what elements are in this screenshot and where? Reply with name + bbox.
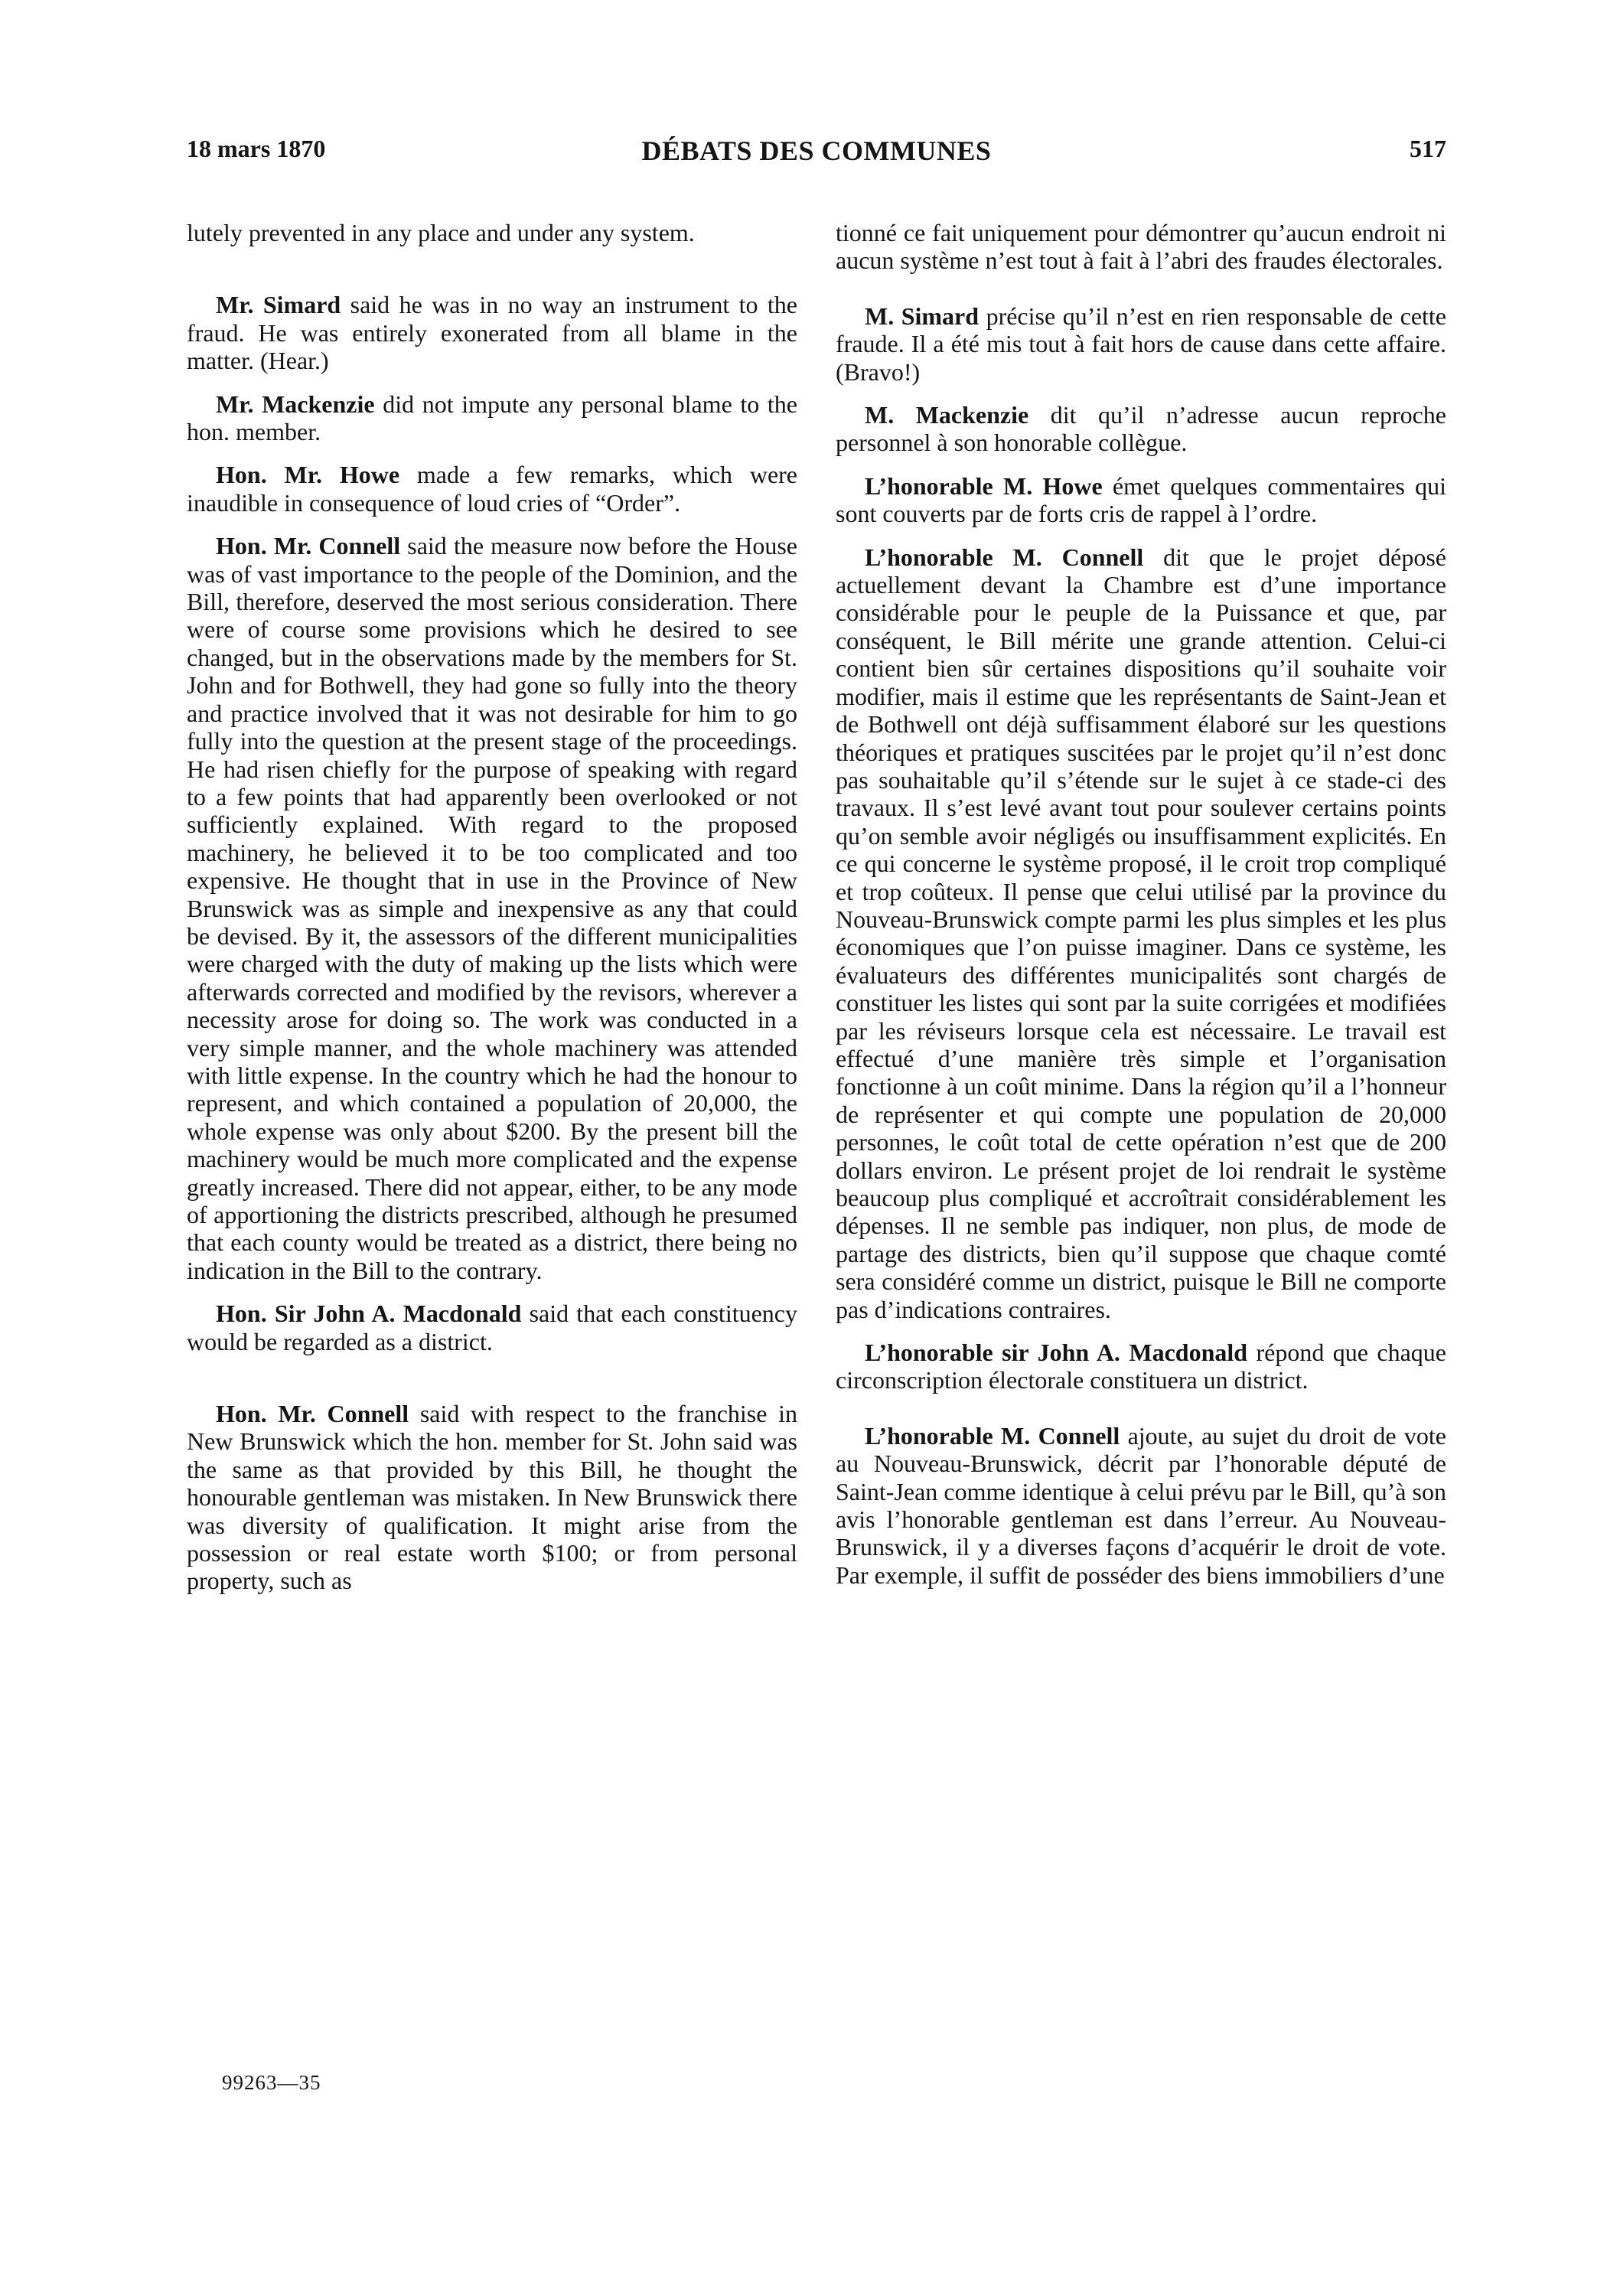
page-number: 517 bbox=[1410, 135, 1446, 162]
header-date: 18 mars 1870 bbox=[187, 135, 326, 162]
speech-text: said with respect to the franchise in New Brunswick which the hon. member for St. John said was the same as that provided by this Bill, he thought the honourable gentleman was mistaken. In New Brunswick there was diversity of qualification. It might arise from the possession or real estate worth $100; or from personal property, such as bbox=[187, 1400, 798, 1595]
speech-macdonald bbox=[836, 1339, 1446, 1394]
speech-text: said that each constituency would be regarded as a district. bbox=[187, 1300, 797, 1355]
speech-text: said he was in no way an instrument to the fraud. He was entirely exonerated from all blame in the matter. (Hear.) bbox=[187, 291, 798, 375]
speech-text: émet quelques commentaires qui sont couverts par de forts cris de rappel à l’ordre. bbox=[836, 471, 1447, 528]
speaker-name: Mr. Mackenzie bbox=[216, 390, 375, 418]
speech-simard bbox=[187, 291, 797, 374]
speech-text: dit qu’il n’adresse aucun reproche personnel à son honorable collègue. bbox=[836, 401, 1447, 457]
speaker-name: Hon. Mr. Connell bbox=[216, 1400, 409, 1428]
speaker-name: Hon. Sir John A. Macdonald bbox=[216, 1300, 522, 1328]
speaker-name: L’honorable M. Connell bbox=[865, 543, 1144, 571]
speech-mackenzie bbox=[187, 390, 797, 446]
speech-howe bbox=[187, 461, 797, 517]
speech-connell bbox=[187, 532, 797, 1284]
speech-macdonald bbox=[187, 1300, 797, 1355]
speech-mackenzie bbox=[836, 401, 1446, 457]
speech-text: répond que chaque circonscription électorale constituera un district. bbox=[836, 1339, 1447, 1394]
speech-howe bbox=[836, 472, 1446, 528]
header-title: DÉBATS DES COMMUNES bbox=[641, 135, 992, 166]
speech-text: dit que le projet déposé actuellement devant la Chambre est d’une importance considérable pour le peuple de la Puissance et que, par conséquent, le Bill mérite une grande attention. Celui-ci contient bien sûr certaines dispositions qu’il souhaite voir modifier, mais il estime que les représentants de Saint-Jean et de Bothwell ont déjà suffisamment élaboré sur les questions théoriques et pratiques suscitées par le projet qu’il n’est donc pas souhaitable qu’il s’étende sur le sujet à ce stade-ci des travaux. Il s’est levé avant tout pour soulever certains points qu’on semble avoir négligés ou insuffisamment explicités. En ce qui concerne le système proposé, il le croit trop compliqué et trop coûteux. Il pense que celui utilisé par la province du Nouveau-Brunswick compte parmi les plus simples et les plus économiques que l’on puisse imaginer. Dans ce système, les évaluateurs des différentes municipalités sont chargés de constituer les listes qui sont par la suite corrigées et modifiées par les réviseurs lorsque cela est nécessaire. Le travail est effectué d’une manière très simple et l’organisation fonctionne à un coût minime. Dans la région qu’il a l’honneur de représenter et qui compte une population de 20,000 personnes, le coût total de cette opération n’est que de 200 dollars environ. Le présent projet de loi rendrait le système beaucoup plus compliqué et accroîtrait considérablement les dépenses. Il ne semble pas indiquer, non plus, de mode de partage des districts, bien qu’il suppose que chaque comté sera considéré comme un district, puisque le Bill ne comporte pas d’indications contraires. bbox=[836, 543, 1447, 1323]
speech-connell-franchise bbox=[836, 1422, 1446, 1589]
running-header bbox=[187, 135, 1446, 173]
speaker-name: L’honorable M. Connell bbox=[865, 1421, 1120, 1450]
speech-text: précise qu’il n’est en rien responsable de cette fraude. Il a été mis tout à fait hors de cause dans cette affaire. (Bravo!) bbox=[836, 302, 1447, 386]
speech-text: ajoute, au sujet du droit de vote au Nouveau-Brunswick, décrit par l’honorable député de Saint-Jean comme identique à celui prévu par le Bill, qu’à son avis l’honorable gentleman est dans l’erreur. Au Nouveau-Brunswick, il y a diverses façons d’acquérir le droit de vote. Par exemple, il suffit de posséder des biens immobiliers d’une bbox=[836, 1421, 1447, 1589]
speaker-name: L’honorable M. Howe bbox=[865, 471, 1103, 500]
speaker-name: Hon. Mr. Howe bbox=[216, 461, 400, 489]
speaker-name: M. Simard bbox=[865, 302, 980, 330]
speaker-name: L’honorable sir John A. Macdonald bbox=[865, 1339, 1248, 1367]
continuation-paragraph: tionné ce fait uniquement pour démontrer qu’aucun endroit ni aucun système n’est tout à fait à l’abri des fraudes électorales. bbox=[836, 219, 1446, 275]
speech-text: made a few remarks, which were inaudible in consequence of loud cries of “Order”. bbox=[187, 461, 798, 517]
speech-text: did not impute any personal blame to the hon. member. bbox=[187, 390, 798, 446]
french-column bbox=[836, 219, 1446, 1589]
speaker-name: Mr. Simard bbox=[216, 291, 341, 319]
english-column bbox=[187, 219, 797, 1595]
speech-text: said the measure now before the House was of vast importance to the people of the Dominion, and the Bill, therefore, deserved the most serious consideration. There were of course some provisions which he desired to see changed, but in the observations made by the members for St. John and for Bothwell, they had gone so fully into the theory and practice involved that it was not desirable for him to go fully into the question at the present stage of the proceedings. He had risen chiefly for the purpose of speaking with regard to a few points that had apparently been overlooked or not sufficiently explained. With regard to the proposed machinery, he believed it to be too complicated and too expensive. He thought that in use in the Province of New Brunswick was as simple and inexpensive as any that could be devised. By it, the assessors of the different municipalities were charged with the duty of making up the lists which were afterwards corrected and modified by the revisors, wherever a necessity arose for doing so. The work was conducted in a very simple manner, and the whole machinery was attended with little expense. In the country which he had the honour to represent, and which contained a population of 20,000, the whole expense was only about $200. By the present bill the machinery would be much more complicated and the expense greatly increased. There did not appear, either, to be any mode of apportioning the districts prescribed, although he presumed that each county would be treated as a district, there being no indication in the Bill to the contrary. bbox=[187, 532, 798, 1284]
speaker-name: Hon. Mr. Connell bbox=[216, 532, 401, 560]
continuation-paragraph: lutely prevented in any place and under any system. bbox=[187, 219, 695, 246]
speaker-name: M. Mackenzie bbox=[865, 401, 1029, 429]
speech-connell-franchise bbox=[187, 1400, 797, 1595]
speech-connell bbox=[836, 543, 1446, 1323]
print-code: 99263—35 bbox=[222, 2071, 321, 2094]
speech-simard bbox=[836, 302, 1446, 386]
